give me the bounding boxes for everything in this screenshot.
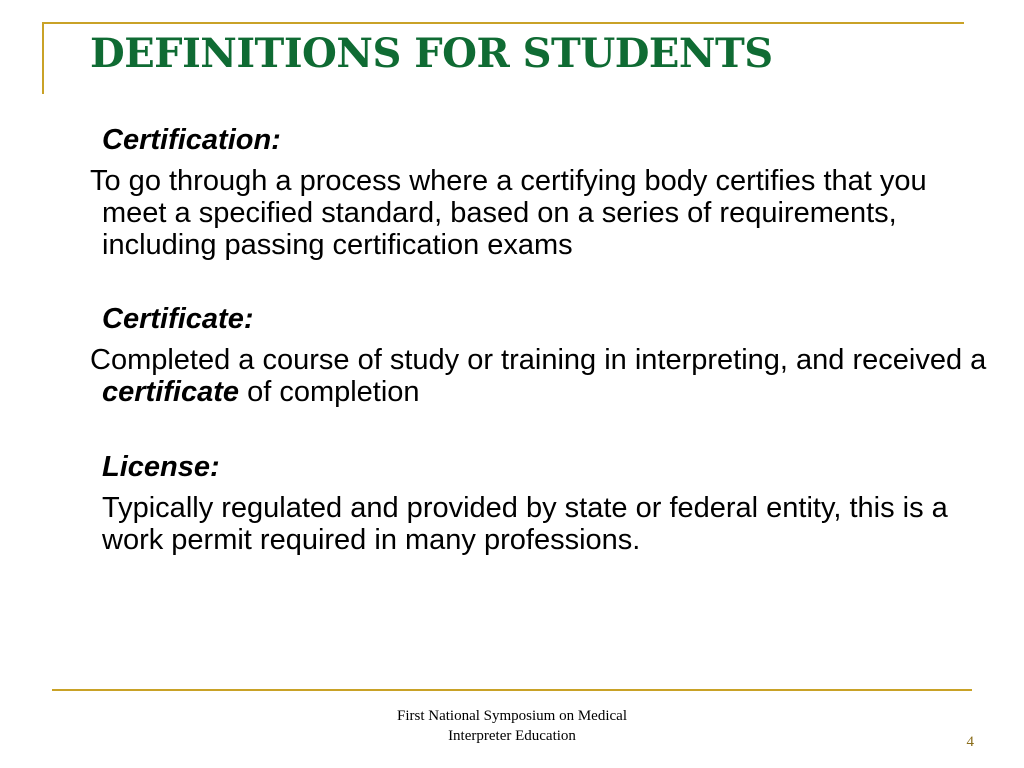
definition-certificate: [90, 344, 990, 408]
header-border-left: [42, 22, 44, 94]
spacer: [90, 261, 990, 303]
term-certificate: Certificate:: [102, 303, 254, 335]
header-border-top: [42, 22, 964, 24]
footer-line-1: First National Symposium on Medical: [397, 708, 627, 724]
term-certification: Certification:: [102, 124, 281, 156]
footer-divider: [52, 689, 972, 691]
definition-certificate-emphasis: certificate: [102, 376, 240, 408]
definitions-body: [90, 124, 990, 556]
definition-certificate-text-before: Completed a course of study or training in interpreting, and received a: [90, 344, 987, 376]
slide-title: DEFINITIONS FOR STUDENTS: [90, 30, 773, 77]
spacer: [90, 408, 990, 451]
page-number: 4: [966, 734, 974, 750]
term-license: License:: [102, 451, 220, 483]
definition-certificate-text-after: of completion: [239, 376, 420, 408]
footer-line-2: Interpreter Education: [448, 728, 576, 744]
definition-certification: To go through a process where a certifying body certifies that you meet a specified standard, based on a series of requirements, including passing certification exams: [90, 165, 927, 261]
footer-caption: [312, 706, 712, 746]
definition-license: Typically regulated and provided by state or federal entity, this is a work permit required in many professions.: [102, 492, 948, 556]
